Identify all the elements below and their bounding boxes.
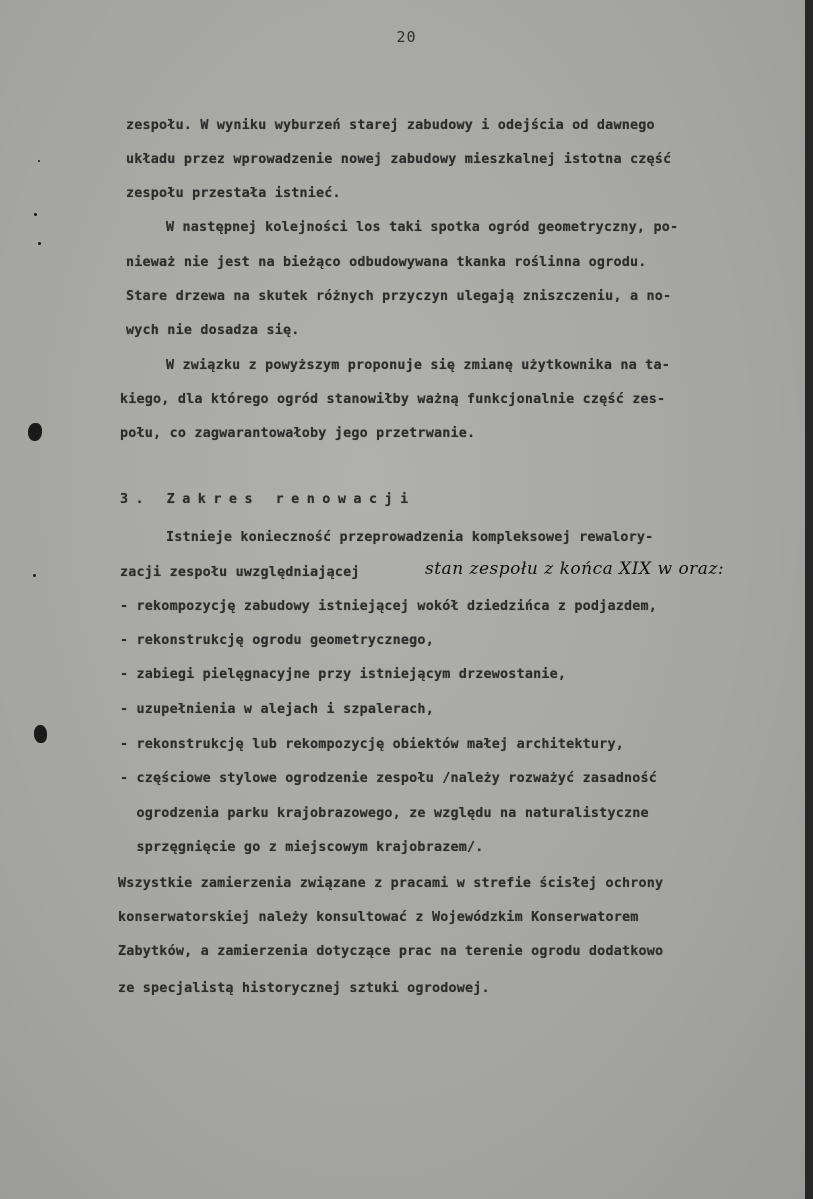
hole-mark xyxy=(34,725,47,743)
text-line: Wszystkie zamierzenia związane z pracami w strefie ścisłej ochrony xyxy=(118,876,664,891)
text-line: układu przez wprowadzenie nowej zabudowy mieszkalnej istotna część xyxy=(126,152,672,167)
text-line: kiego, dla którego ogród stanowiłby ważną funkcjonalnie część zes- xyxy=(120,392,666,407)
text-line: zespołu. W wyniku wyburzeń starej zabudowy i odejścia od dawnego xyxy=(126,118,655,133)
text-line: Stare drzewa na skutek różnych przyczyn ulegają zniszczeniu, a no- xyxy=(126,289,672,304)
text-line: Istnieje konieczność przeprowadzenia kompleksowej rewalory- xyxy=(166,530,654,545)
section-heading: 3. Zakres renowacji xyxy=(120,492,416,507)
page-number: 20 xyxy=(396,28,417,46)
hole-mark xyxy=(28,423,42,441)
text-line: konserwatorskiej należy konsultować z Wojewódzkim Konserwatorem xyxy=(118,910,639,925)
text-line: nieważ nie jest na bieżąco odbudowywana tkanka roślinna ogrodu. xyxy=(126,255,647,270)
speck-mark xyxy=(38,160,40,162)
list-item: - rekonstrukcję lub rekompozycję obiektów małej architektury, xyxy=(120,737,624,752)
text-line: połu, co zagwarantowałoby jego przetrwanie. xyxy=(120,426,476,441)
speck-mark xyxy=(34,213,37,216)
list-item: - zabiegi pielęgnacyjne przy istniejącym drzewostanie, xyxy=(120,667,567,682)
text-line: W następnej kolejności los taki spotka ogród geometryczny, po- xyxy=(166,220,679,235)
list-item: - rekonstrukcję ogrodu geometrycznego, xyxy=(120,633,434,648)
text-line: zacji zespołu uwzględniającej xyxy=(120,565,360,580)
list-item: sprzęgnięcie go z miejscowym krajobrazem/. xyxy=(120,840,484,855)
text-line: zespołu przestała istnieć. xyxy=(126,186,341,201)
speck-mark xyxy=(33,574,36,577)
scan-edge xyxy=(805,0,813,1199)
list-item: - rekompozycję zabudowy istniejącej wokół dziedzińca z podjazdem, xyxy=(120,599,658,614)
speck-mark xyxy=(38,242,41,245)
list-item: ogrodzenia parku krajobrazowego, ze względu na naturalistyczne xyxy=(120,806,649,821)
text-line: W związku z powyższym proponuje się zmianę użytkownika na ta- xyxy=(166,358,670,373)
text-line: Zabytków, a zamierzenia dotyczące prac na terenie ogrodu dodatkowo xyxy=(118,944,664,959)
text-line: wych nie dosadza się. xyxy=(126,323,300,338)
list-item: - częściowe stylowe ogrodzenie zespołu /należy rozważyć zasadność xyxy=(120,771,658,786)
list-item: - uzupełnienia w alejach i szpalerach, xyxy=(120,702,434,717)
handwritten-insert: stan zespołu z końca XIX w oraz: xyxy=(425,559,725,579)
text-line: ze specjalistą historycznej sztuki ogrodowej. xyxy=(118,981,490,996)
